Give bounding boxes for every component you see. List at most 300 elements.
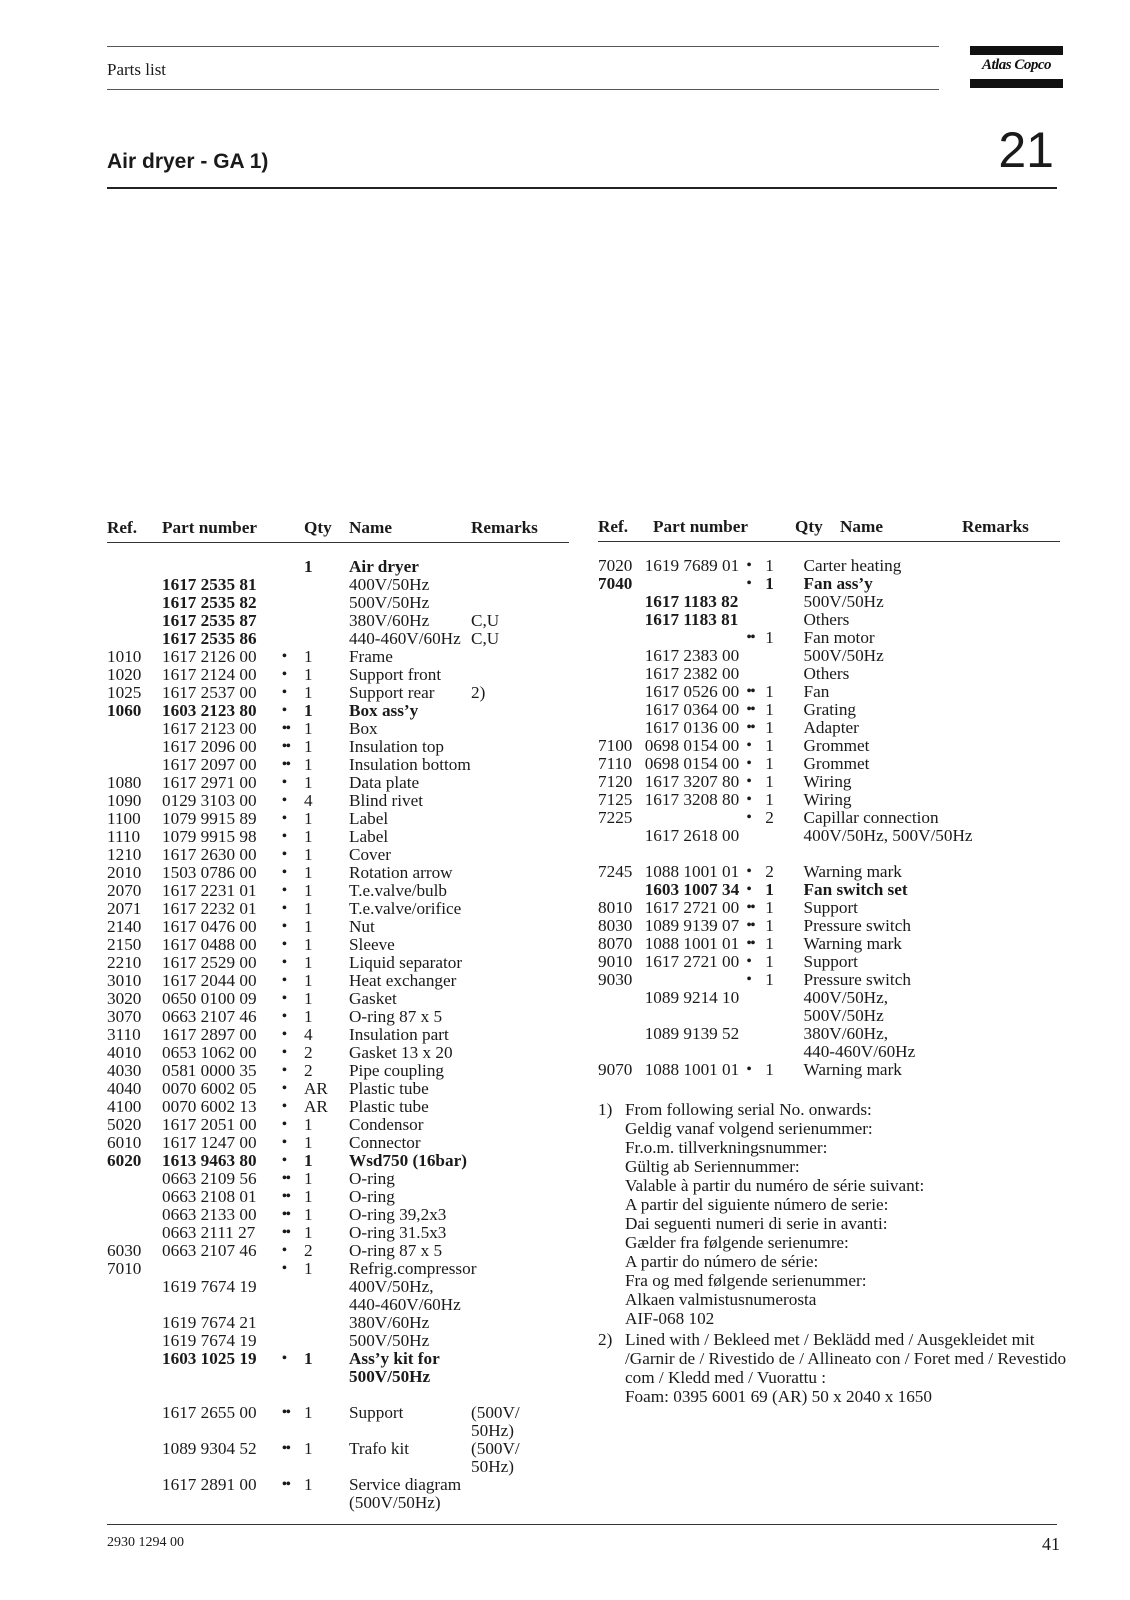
part-number-cell: 1603 1025 19 <box>162 1349 257 1368</box>
qty-cell: 1 <box>304 1403 313 1422</box>
footnote <box>598 1330 1068 1406</box>
part-number-cell: 1603 2123 80 <box>162 701 257 720</box>
level-marker <box>747 989 766 1025</box>
table-row <box>107 792 569 810</box>
header-ref: Ref. <box>107 518 138 537</box>
part-number-cell: 1617 2383 00 <box>644 646 740 665</box>
part-number-cell: 1617 2721 00 <box>644 952 740 971</box>
name-cell: Pressure switch <box>803 916 911 935</box>
qty-cell: 1 <box>304 665 313 684</box>
title-rule <box>107 187 1057 189</box>
level-marker: •• <box>282 757 290 772</box>
qty-cell: 1 <box>304 1349 313 1368</box>
ref-cell <box>107 1404 162 1440</box>
remarks-cell: C,U <box>471 629 500 648</box>
remarks-cell <box>999 647 1060 665</box>
part-number-cell: 0070 6002 13 <box>162 1097 257 1116</box>
qty-cell: 1 <box>765 682 774 701</box>
part-number-cell: 0663 2107 46 <box>162 1241 257 1260</box>
ref-cell: 2150 <box>107 935 142 954</box>
part-number-cell: 0129 3103 00 <box>162 791 257 810</box>
qty-cell: 1 <box>765 772 774 791</box>
table-row <box>598 647 1060 665</box>
qty-cell: 2 <box>765 808 774 827</box>
table-row <box>107 810 569 828</box>
part-number-cell: 1079 9915 89 <box>162 809 257 828</box>
part-number-cell: 1617 3208 80 <box>644 790 740 809</box>
qty-cell: 1 <box>304 557 313 576</box>
part-number-cell: 0663 2108 01 <box>162 1187 257 1206</box>
table-row <box>107 1188 569 1206</box>
table-row <box>598 917 1060 935</box>
remarks-cell <box>471 1116 543 1134</box>
ref-cell <box>107 630 162 648</box>
remarks-cell <box>999 935 1060 953</box>
name-cell: Adapter <box>803 718 859 737</box>
level-marker: • <box>746 576 751 591</box>
part-number-cell: 1617 2655 00 <box>162 1403 257 1422</box>
name-cell: O-ring 39,2x3 <box>349 1205 447 1224</box>
ref-cell: 5020 <box>107 1115 142 1134</box>
table-row <box>598 773 1060 791</box>
qty-cell: 1 <box>304 971 313 990</box>
level-marker <box>747 611 766 629</box>
level-marker: • <box>282 919 286 934</box>
level-marker: •• <box>282 1171 290 1186</box>
name-cell: Support front <box>349 665 442 684</box>
qty-cell <box>304 594 349 612</box>
part-number-cell: 1617 1183 81 <box>644 610 739 629</box>
table-row <box>107 612 569 630</box>
remarks-cell <box>999 971 1060 989</box>
level-marker: • <box>746 882 751 897</box>
qty-cell: 1 <box>304 683 313 702</box>
remarks-cell <box>471 990 543 1008</box>
remarks-cell <box>471 1062 543 1080</box>
table-row <box>107 918 569 936</box>
qty-cell: 1 <box>304 701 313 720</box>
level-marker: •• <box>282 1207 290 1222</box>
level-marker: • <box>282 937 286 952</box>
part-number-cell: 1617 0136 00 <box>644 718 740 737</box>
part-number-cell: 1088 1001 01 <box>644 1060 740 1079</box>
qty-cell: 1 <box>304 935 313 954</box>
name-cell: 400V/50Hz, 500V/50Hz <box>803 826 973 845</box>
part-number-cell <box>645 629 747 647</box>
level-marker: •• <box>282 1477 290 1492</box>
header-remarks: Remarks <box>471 518 538 537</box>
ref-cell: 9030 <box>598 970 633 989</box>
level-marker: • <box>282 829 286 844</box>
name-cell: Pipe coupling <box>349 1061 445 1080</box>
level-marker: • <box>282 649 286 664</box>
part-number-cell: 1617 2232 01 <box>162 899 257 918</box>
remarks-cell <box>471 1332 543 1350</box>
qty-cell: 1 <box>304 1007 313 1026</box>
part-number-cell <box>162 558 282 576</box>
table-row <box>598 737 1060 755</box>
part-number-cell: 1617 0488 00 <box>162 935 257 954</box>
table-row <box>598 971 1060 989</box>
part-number-cell: 1617 2891 00 <box>162 1475 257 1494</box>
section-label: Parts list <box>107 60 167 79</box>
name-cell: Insulation bottom <box>349 755 471 774</box>
table-row <box>107 1224 569 1242</box>
name-cell: 440-460V/60Hz <box>349 629 461 648</box>
qty-cell: 1 <box>765 556 774 575</box>
qty-cell: 1 <box>304 953 313 972</box>
table-row <box>598 557 1060 575</box>
name-cell: Data plate <box>349 773 420 792</box>
footnote-text: From following serial No. onwards: Geldig vanaf volgend serienummer: Fr.o.m. tillverkningsnummer: Gültig ab Seriennummer: Valable à partir du numéro de série suivant: A partir del siguiente número de serie: Dai seguenti numeri di serie in avanti: Gælder fra følgende serienumre: A partir do número de série: Fra og med følgende serienummer: Alkaen valmistusnumerosta AIF-068 102 <box>625 1100 925 1328</box>
ref-cell: 3020 <box>107 989 142 1008</box>
name-cell: 380V/60Hz <box>349 1313 430 1332</box>
qty-cell: 2 <box>304 1043 313 1062</box>
level-marker: • <box>282 1135 286 1150</box>
name-cell: T.e.valve/orifice <box>349 899 462 918</box>
qty-cell <box>765 989 803 1025</box>
name-cell: Capillar connection <box>803 808 939 827</box>
level-marker: •• <box>746 918 755 933</box>
ref-cell: 2010 <box>107 863 142 882</box>
header-rule-top <box>107 46 939 47</box>
level-marker: •• <box>282 1405 290 1420</box>
remarks-cell <box>999 1061 1060 1079</box>
level-marker <box>282 576 304 594</box>
footnote <box>598 1100 1068 1328</box>
table-row <box>107 972 569 990</box>
level-marker: • <box>746 738 751 753</box>
level-marker: • <box>282 1243 286 1258</box>
level-marker: •• <box>746 900 755 915</box>
ref-cell: 3070 <box>107 1007 142 1026</box>
qty-cell: 1 <box>304 989 313 1008</box>
level-marker: • <box>282 847 286 862</box>
qty-cell: 1 <box>304 1169 313 1188</box>
name-cell: Refrig.compressor <box>349 1259 477 1278</box>
name-cell: 380V/60Hz, 440-460V/60Hz <box>803 1024 916 1061</box>
footnote-number: 1) <box>598 1100 613 1119</box>
remarks-cell: (500V/ 50Hz) <box>471 1403 520 1440</box>
ref-cell: 4030 <box>107 1061 142 1080</box>
name-cell: Sleeve <box>349 935 395 954</box>
level-marker: • <box>746 1062 751 1077</box>
ref-cell <box>107 1206 162 1224</box>
ref-cell <box>107 756 162 774</box>
remarks-cell <box>999 773 1060 791</box>
table-row <box>598 935 1060 953</box>
header-remarks: Remarks <box>962 517 1029 536</box>
table-row <box>598 593 1060 611</box>
part-number-cell: 1603 1007 34 <box>644 880 740 899</box>
table-row <box>107 828 569 846</box>
level-marker: •• <box>746 936 755 951</box>
part-number-cell: 1617 0526 00 <box>644 682 740 701</box>
part-number-cell: 1613 9463 80 <box>162 1151 257 1170</box>
ref-cell <box>598 665 645 683</box>
name-cell: O-ring <box>349 1169 395 1188</box>
name-cell: Others <box>803 664 850 683</box>
table-row <box>107 1152 569 1170</box>
ref-cell: 4010 <box>107 1043 142 1062</box>
part-number-cell: 1617 2971 00 <box>162 773 257 792</box>
level-marker: • <box>282 793 286 808</box>
remarks-cell <box>999 791 1060 809</box>
table-row <box>107 1134 569 1152</box>
remarks-cell <box>999 899 1060 917</box>
ref-cell: 6030 <box>107 1241 142 1260</box>
part-number-cell: 1617 1183 82 <box>644 592 739 611</box>
part-number-cell: 1619 7674 19 <box>162 1277 257 1296</box>
level-marker: • <box>282 1045 286 1060</box>
name-cell: Fan switch set <box>803 880 908 899</box>
qty-cell: 1 <box>765 718 774 737</box>
remarks-cell <box>999 953 1060 971</box>
qty-cell: 4 <box>304 1025 313 1044</box>
table-row <box>107 558 569 576</box>
parts-table-left <box>107 518 569 1512</box>
part-number-cell: 1089 9214 10 <box>644 988 740 1007</box>
part-number-cell: 1617 2897 00 <box>162 1025 257 1044</box>
table-row <box>598 953 1060 971</box>
qty-cell: 1 <box>304 1205 313 1224</box>
name-cell: Grommet <box>803 736 870 755</box>
qty-cell <box>765 611 803 629</box>
name-cell: Pressure switch <box>803 970 911 989</box>
part-number-cell: 1617 2044 00 <box>162 971 257 990</box>
level-marker: • <box>282 1009 286 1024</box>
part-number-cell: 1617 2123 00 <box>162 719 257 738</box>
name-cell: 500V/50Hz <box>349 593 430 612</box>
level-marker <box>282 630 304 648</box>
qty-cell: 1 <box>304 755 313 774</box>
remarks-cell <box>471 1314 543 1332</box>
table-row <box>107 1098 569 1116</box>
table-row <box>107 1332 569 1350</box>
name-cell: Support <box>349 1403 404 1422</box>
remarks-cell <box>471 720 543 738</box>
remarks-cell <box>999 683 1060 701</box>
qty-cell: 1 <box>304 917 313 936</box>
page-number: 41 <box>1042 1534 1060 1554</box>
remarks-cell <box>999 701 1060 719</box>
footnote-text: Lined with / Bekleed met / Beklädd med / Ausgekleidet mit /Garnir de / Rivestido de / Allineato con / Foret med / Revestido com / Kledd med / Vuorattu : Foam: 0395 6001 69 (AR) 50 x 2040 x 1650 <box>625 1330 1067 1406</box>
name-cell: Insulation top <box>349 737 445 756</box>
table-row <box>107 1404 569 1440</box>
level-marker: • <box>746 756 751 771</box>
ref-cell: 1010 <box>107 647 142 666</box>
ref-cell: 7245 <box>598 862 633 881</box>
logo-wordmark: Atlas Copco <box>981 57 1052 73</box>
part-number-cell: 1617 2535 82 <box>162 593 257 612</box>
name-cell: 500V/50Hz <box>349 1331 430 1350</box>
ref-cell <box>598 647 645 665</box>
level-marker: • <box>282 667 286 682</box>
table-row <box>107 1440 569 1476</box>
header-ref: Ref. <box>598 517 629 536</box>
header-name: Name <box>349 518 392 537</box>
name-cell: Cover <box>349 845 392 864</box>
remarks-cell <box>471 1026 543 1044</box>
part-number-cell: 0663 2133 00 <box>162 1205 257 1224</box>
qty-cell <box>765 1025 803 1061</box>
ref-cell: 7010 <box>107 1259 142 1278</box>
name-cell: Support rear <box>349 683 435 702</box>
name-cell: Insulation part <box>349 1025 449 1044</box>
name-cell: Gasket 13 x 20 <box>349 1043 453 1062</box>
table-row <box>107 756 569 774</box>
ref-cell <box>598 1025 645 1061</box>
table-row <box>107 1278 569 1314</box>
remarks-cell <box>999 557 1060 575</box>
table-row <box>107 630 569 648</box>
level-marker: •• <box>282 739 290 754</box>
ref-cell: 1210 <box>107 845 142 864</box>
table-row <box>598 629 1060 647</box>
part-number-cell: 0581 0000 35 <box>162 1061 257 1080</box>
table-row <box>598 989 1060 1025</box>
ref-cell <box>107 612 162 630</box>
name-cell: Others <box>803 610 850 629</box>
table-row <box>107 702 569 720</box>
page-title: Air dryer - GA 1) <box>107 150 269 173</box>
ref-cell <box>107 1224 162 1242</box>
remarks-cell <box>999 1025 1060 1061</box>
table-row <box>107 666 569 684</box>
level-marker: • <box>282 1027 286 1042</box>
ref-cell: 7125 <box>598 790 633 809</box>
footer-rule <box>107 1524 1057 1525</box>
ref-cell: 7110 <box>598 754 632 773</box>
name-cell: Box <box>349 719 378 738</box>
ref-cell: 8070 <box>598 934 633 953</box>
qty-cell: 1 <box>304 773 313 792</box>
remarks-cell <box>471 1260 543 1278</box>
level-marker: • <box>746 864 751 879</box>
table-row <box>107 1008 569 1026</box>
remarks-cell <box>471 738 543 756</box>
remarks-cell <box>471 792 543 810</box>
table-row <box>107 1260 569 1278</box>
ref-cell <box>107 1188 162 1206</box>
name-cell: 380V/60Hz <box>349 611 430 630</box>
name-cell: 400V/50Hz <box>349 575 430 594</box>
level-marker: • <box>282 991 286 1006</box>
remarks-cell: C,U <box>471 611 500 630</box>
qty-cell: 1 <box>765 700 774 719</box>
level-marker: • <box>282 865 286 880</box>
part-number-cell: 1617 2096 00 <box>162 737 257 756</box>
part-number-cell: 1619 7674 19 <box>162 1331 257 1350</box>
level-marker: • <box>282 1117 286 1132</box>
logo-bar-top <box>970 46 1063 55</box>
ref-cell: 8010 <box>598 898 633 917</box>
ref-cell <box>598 593 645 611</box>
part-number-cell: 0663 2109 56 <box>162 1169 257 1188</box>
name-cell: Wiring <box>803 790 852 809</box>
level-marker <box>282 594 304 612</box>
remarks-cell <box>471 954 543 972</box>
remarks-cell <box>471 576 543 594</box>
remarks-cell <box>999 755 1060 773</box>
ref-cell <box>107 1170 162 1188</box>
table-row <box>598 827 1060 845</box>
table-row <box>107 594 569 612</box>
level-marker <box>282 1332 304 1350</box>
level-marker: • <box>282 955 286 970</box>
name-cell: Warning mark <box>803 1060 902 1079</box>
table-row <box>107 1170 569 1188</box>
header-part-number: Part number <box>162 518 257 537</box>
table-row <box>598 665 1060 683</box>
remarks-cell <box>471 972 543 990</box>
footnotes <box>598 1100 1068 1406</box>
table-row <box>107 990 569 1008</box>
part-number-cell: 1617 2537 00 <box>162 683 257 702</box>
table-row <box>107 576 569 594</box>
level-marker: • <box>282 1081 286 1096</box>
qty-cell: 1 <box>304 1115 313 1134</box>
remarks-cell <box>471 1242 543 1260</box>
table-row <box>598 899 1060 917</box>
remarks-cell <box>471 666 543 684</box>
table-body <box>107 558 569 1512</box>
qty-cell: 1 <box>304 647 313 666</box>
name-cell: O-ring 87 x 5 <box>349 1241 443 1260</box>
qty-cell: 4 <box>304 791 313 810</box>
qty-cell: 1 <box>765 628 774 647</box>
name-cell: Liquid separator <box>349 953 463 972</box>
table-row <box>107 1350 569 1386</box>
remarks-cell <box>999 737 1060 755</box>
qty-cell: 1 <box>304 899 313 918</box>
table-row <box>107 900 569 918</box>
part-number-cell: 1617 2535 86 <box>162 629 257 648</box>
remarks-cell <box>471 810 543 828</box>
qty-cell <box>765 593 803 611</box>
section-number: 21 <box>998 122 1054 178</box>
part-number-cell: 1089 9139 07 <box>644 916 740 935</box>
remarks-cell <box>471 1188 543 1206</box>
name-cell: Ass’y kit for 500V/50Hz <box>349 1349 440 1386</box>
name-cell: Nut <box>349 917 375 936</box>
ref-cell: 4040 <box>107 1079 142 1098</box>
qty-cell <box>765 647 803 665</box>
atlas-copco-logo <box>970 46 1063 90</box>
name-cell: Gasket <box>349 989 397 1008</box>
remarks-cell <box>999 827 1060 845</box>
ref-cell <box>598 989 645 1025</box>
level-marker <box>747 593 766 611</box>
name-cell: Label <box>349 827 389 846</box>
remarks-cell <box>471 1350 543 1386</box>
ref-cell: 7020 <box>598 556 633 575</box>
table-row <box>107 1206 569 1224</box>
level-marker: •• <box>282 1441 290 1456</box>
remarks-cell <box>471 918 543 936</box>
header-part-number: Part number <box>653 517 748 536</box>
part-number-cell: 1617 2051 00 <box>162 1115 257 1134</box>
remarks-cell <box>999 881 1060 899</box>
ref-cell <box>107 1350 162 1386</box>
remarks-cell <box>471 558 543 576</box>
name-cell: Warning mark <box>803 934 902 953</box>
name-cell: Condensor <box>349 1115 424 1134</box>
parts-table-right <box>598 517 1060 1079</box>
level-marker: • <box>746 810 751 825</box>
name-cell: Trafo kit <box>349 1439 410 1458</box>
part-number-cell <box>645 575 747 593</box>
